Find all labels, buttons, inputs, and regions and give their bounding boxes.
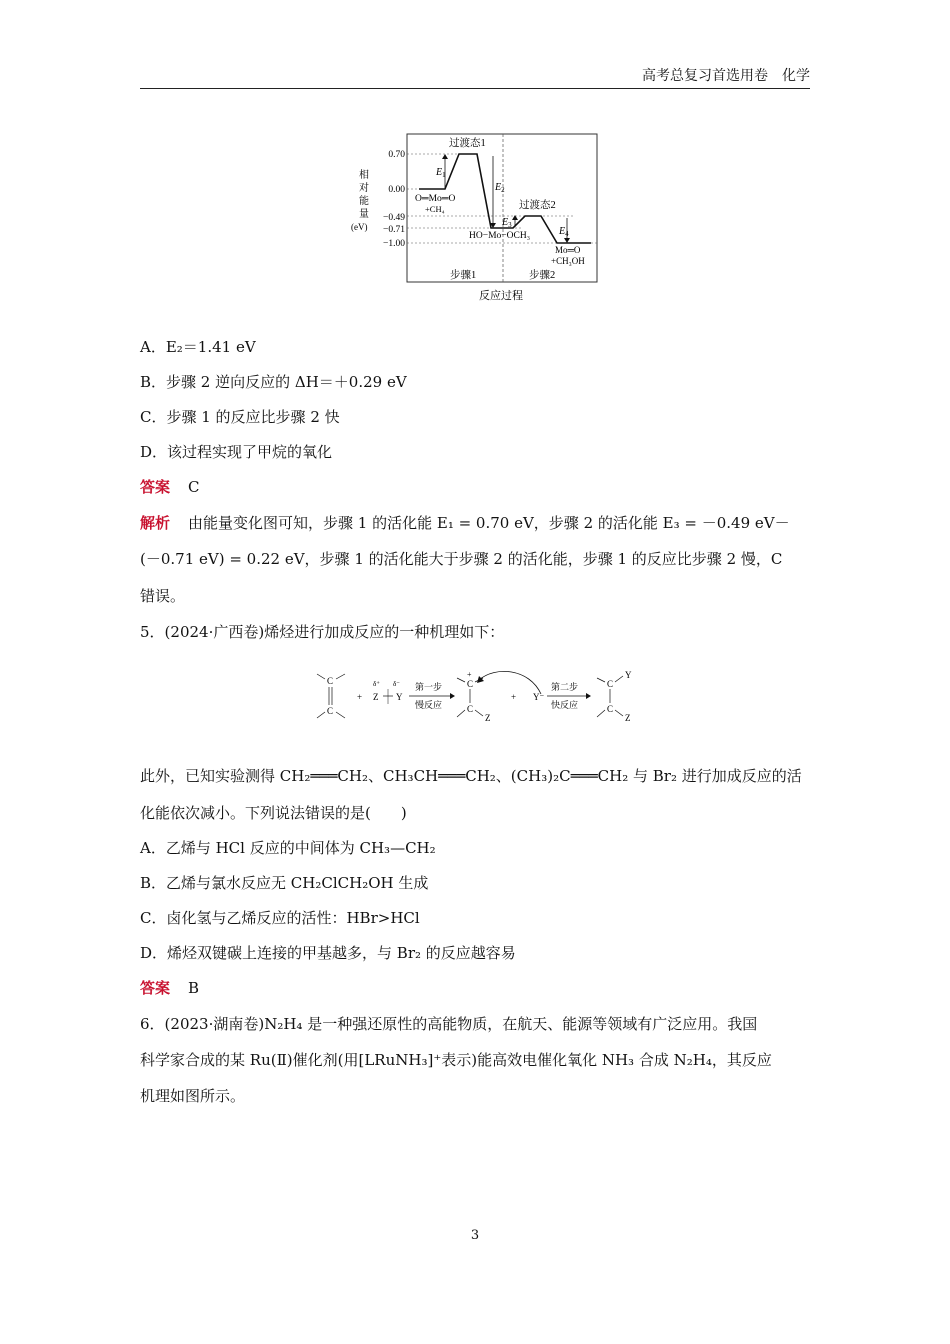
mech-step1-top: 第一步 bbox=[415, 682, 443, 692]
svg-text:δ⁻: δ⁻ bbox=[393, 680, 400, 688]
e3-label: $E_3$ bbox=[502, 217, 512, 229]
e1-arrowhead bbox=[442, 154, 448, 159]
e4-label: $E_4$ bbox=[559, 226, 569, 238]
answer-value: B bbox=[188, 979, 200, 997]
tick-neg0.49: −0.49 bbox=[383, 213, 405, 223]
svg-text:C: C bbox=[607, 704, 614, 714]
yunit: (eV) bbox=[351, 222, 368, 232]
answer-label: 答案 bbox=[140, 979, 171, 997]
answer-label: 答案 bbox=[140, 478, 171, 496]
svg-text:Y: Y bbox=[396, 692, 403, 702]
intermediate-label: HO−Mo−OCH₃ bbox=[469, 231, 531, 241]
q5-option-d: D．烯烃双键碳上连接的甲基越多，与 Br₂ 的反应越容易 bbox=[140, 944, 516, 962]
product-label-1: Mo═O bbox=[555, 245, 581, 255]
q4-option-a: A．E₂＝1.41 eV bbox=[140, 338, 256, 356]
tick-neg0.71: −0.71 bbox=[383, 225, 405, 235]
analysis-label: 解析 bbox=[140, 514, 171, 532]
svg-text:Y⁻: Y⁻ bbox=[533, 692, 545, 702]
mech-step2-top: 第二步 bbox=[551, 682, 579, 692]
svg-text:Y: Y bbox=[625, 670, 632, 680]
q4-analysis-line1 bbox=[140, 505, 810, 542]
q4-analysis-line2: (－0.71 eV) = 0.22 eV，步骤 1 的活化能大于步骤 2 的活化能，步骤 1 的反应比步骤 2 慢，C bbox=[140, 550, 783, 568]
ylabel-char-4: 量 bbox=[359, 209, 369, 220]
xlabel: 反应过程 bbox=[479, 290, 523, 302]
svg-text:+: + bbox=[357, 692, 363, 702]
svg-text:C: C bbox=[467, 704, 474, 714]
q5-answer bbox=[140, 970, 810, 1007]
svg-text:+: + bbox=[467, 670, 472, 679]
header-subject: 化学 bbox=[782, 68, 810, 84]
svg-text:C: C bbox=[327, 706, 334, 716]
svg-text:C: C bbox=[327, 676, 334, 686]
svg-text:Z: Z bbox=[373, 692, 379, 702]
q5-intro-line1: 此外，已知实验测得 CH₂═══CH₂、CH₃CH═══CH₂、(CH₃)₂C═══CH₂ 与 Br₂ 进行加成反应的活 bbox=[140, 767, 802, 785]
mech-step2-bottom: 快反应 bbox=[551, 700, 579, 710]
reactant-label-2: +CH₄ bbox=[425, 204, 445, 214]
ylabel-char-2: 对 bbox=[359, 183, 369, 194]
q5-option-a: A．乙烯与 HCl 反应的中间体为 CH₃—CH₂ bbox=[140, 839, 436, 857]
svg-text:C: C bbox=[607, 679, 614, 689]
page-number: 3 bbox=[470, 1228, 480, 1243]
q5-option-b: B．乙烯与氯水反应无 CH₂ClCH₂OH 生成 bbox=[140, 874, 429, 892]
mech-step1-bottom: 慢反应 bbox=[415, 700, 443, 710]
reactant-label-1: O═Mo═O bbox=[415, 194, 456, 204]
answer-value: C bbox=[188, 478, 200, 496]
q4-option-b: B．步骤 2 逆向反应的 ΔH＝＋0.29 eV bbox=[140, 373, 407, 391]
q6-line3: 机理如图所示。 bbox=[140, 1087, 246, 1105]
svg-text:Z: Z bbox=[485, 713, 491, 723]
svg-text:Z: Z bbox=[625, 713, 631, 723]
step2-label: 步骤2 bbox=[529, 270, 556, 281]
q4-option-d: D．该过程实现了甲烷的氧化 bbox=[140, 443, 333, 461]
ts1-label: 过渡态1 bbox=[449, 138, 486, 149]
tick-0.70: 0.70 bbox=[388, 150, 405, 160]
step1-label: 步骤1 bbox=[450, 270, 477, 281]
header-title: 高考总复习首选用卷 bbox=[642, 68, 768, 84]
e2-label: $E_2$ bbox=[495, 182, 505, 194]
svg-text:C: C bbox=[467, 679, 474, 689]
product-label-2: +CH₃OH bbox=[551, 256, 585, 266]
ylabel-char-3: 能 bbox=[359, 196, 369, 207]
e1-label: $E_1$ bbox=[436, 167, 446, 179]
tick-neg1.00: −1.00 bbox=[383, 239, 405, 249]
q5-stem: 5．(2024·广西卷)烯烃进行加成反应的一种机理如下： bbox=[140, 623, 505, 641]
q4-answer bbox=[140, 469, 810, 506]
q5-option-c: C．卤化氢与乙烯反应的活性：HBr>HCl bbox=[140, 909, 420, 927]
energy-profile-diagram bbox=[345, 128, 605, 308]
tick-0.00: 0.00 bbox=[388, 185, 405, 195]
ts2-label: 过渡态2 bbox=[519, 200, 556, 211]
page-header bbox=[140, 66, 810, 89]
addition-mechanism-diagram bbox=[305, 664, 645, 726]
analysis-text-1: 由能量变化图可知，步骤 1 的活化能 E₁ = 0.70 eV，步骤 2 的活化能 E₃ = －0.49 eV－ bbox=[188, 514, 790, 532]
ylabel-char-1: 相 bbox=[359, 170, 369, 181]
svg-text:+: + bbox=[511, 692, 517, 702]
q6-line1: 6．(2023·湖南卷)N₂H₄ 是一种强还原性的高能物质，在航天、能源等领域有广泛应用。我国 bbox=[140, 1015, 758, 1033]
q5-intro-line2: 化能依次减小。下列说法错误的是( ) bbox=[140, 804, 407, 822]
svg-text:δ⁺: δ⁺ bbox=[373, 680, 380, 688]
q6-line2: 科学家合成的某 Ru(Ⅱ)催化剂(用[LRuNH₃]⁺表示)能高效电催化氧化 NH₃ 合成 N₂H₄，其反应 bbox=[140, 1051, 772, 1069]
q4-analysis-line3: 错误。 bbox=[140, 587, 186, 605]
q4-option-c: C．步骤 1 的反应比步骤 2 快 bbox=[140, 408, 340, 426]
